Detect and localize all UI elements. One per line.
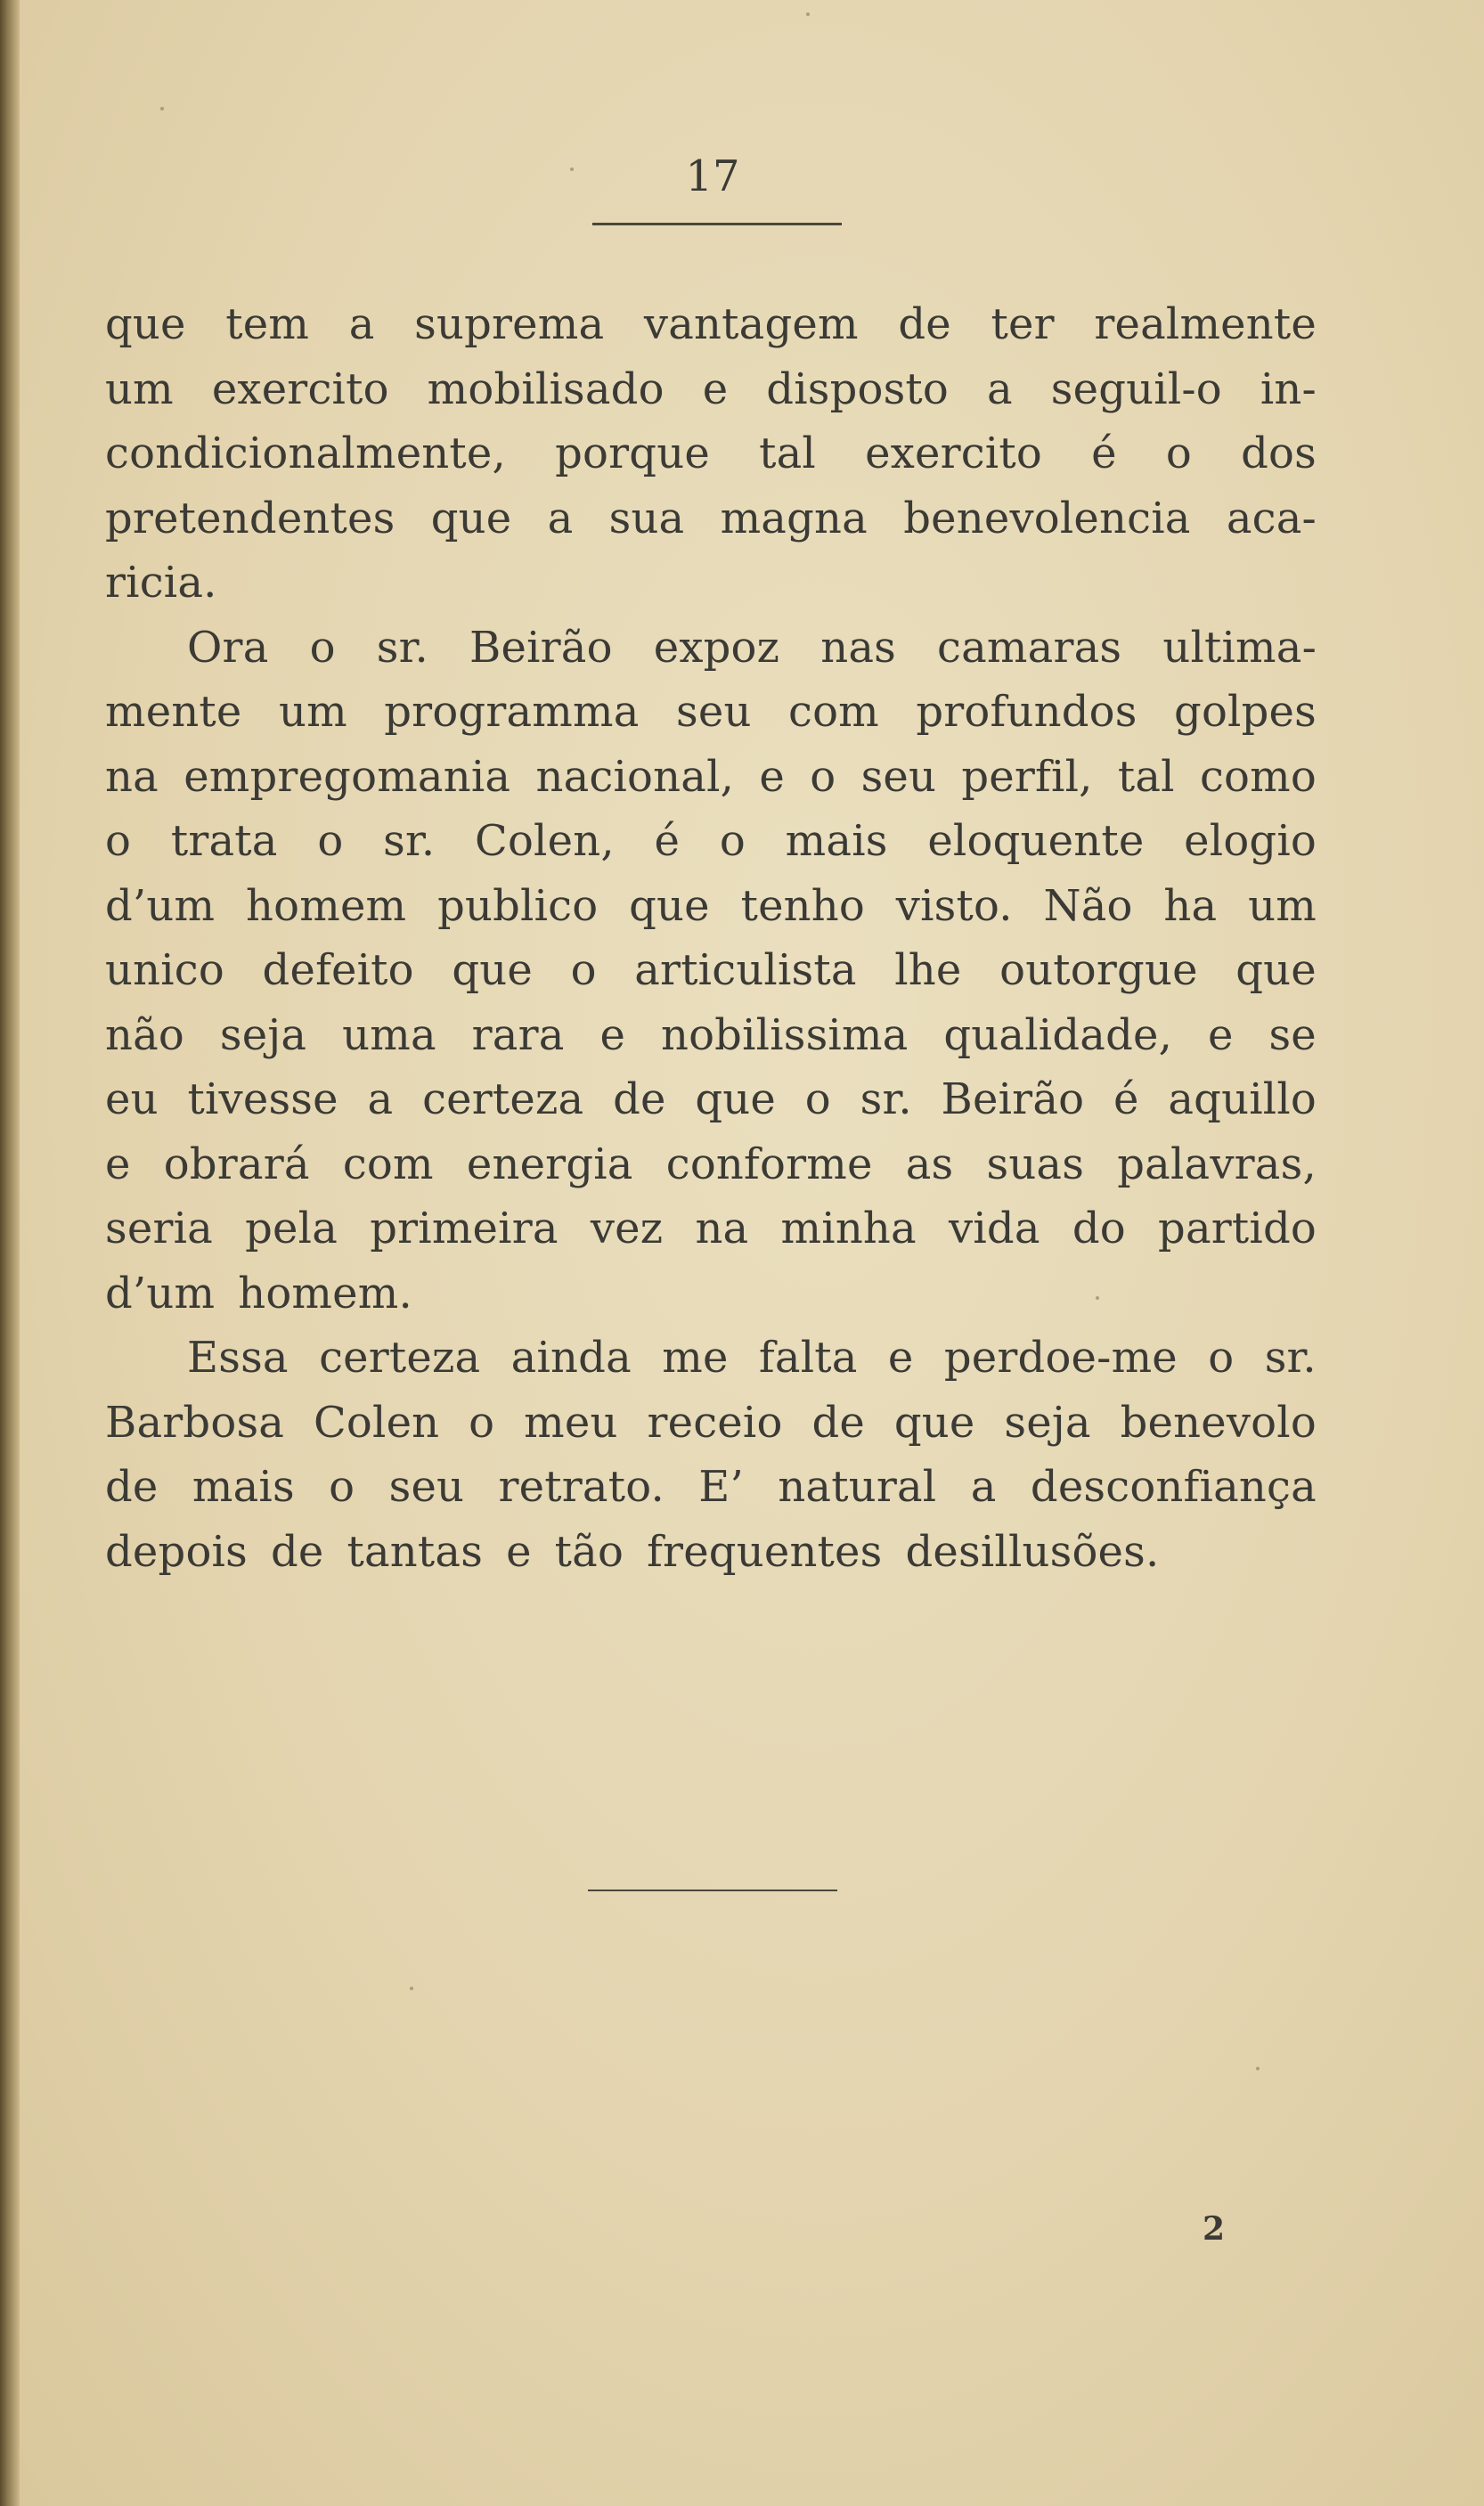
signature-mark: 2 (1203, 2210, 1226, 2248)
text-line: pretendentes que a sua magna benevolencia aca- (105, 493, 1317, 543)
text-line: um exercito mobilisado e disposto a seguil-o in- (105, 363, 1317, 414)
text-line: condicionalmente, porque tal exercito é o dos (105, 429, 1317, 478)
header-rule (592, 223, 842, 225)
text-line: Barbosa Colen o meu receio de que seja benevolo (105, 1397, 1317, 1448)
text-line: depois de tantas e tão frequentes desillusões. (105, 1526, 1160, 1577)
text-line: que tem a suprema vantagem de ter realmente (105, 299, 1317, 349)
text-line: Ora o sr. Beirão expoz nas camaras ultima- (187, 622, 1317, 673)
text-line: de mais o seu retrato. E’ natural a desconfiança (105, 1462, 1317, 1512)
text-line: d’um homem. (105, 1268, 412, 1318)
text-line: Essa certeza ainda me falta e perdoe-me o sr. (187, 1333, 1317, 1383)
text-line: eu tivesse a certeza de que o sr. Beirão é aquillo (105, 1074, 1317, 1124)
paper-speck (1256, 2067, 1260, 2070)
text-line: não seja uma rara e nobilissima qualidade, e se (105, 1009, 1317, 1060)
paper-speck (806, 12, 810, 16)
paper-speck (160, 107, 164, 110)
text-line: mente um programma seu com profundos golpes (105, 687, 1317, 737)
footer-rule (588, 1890, 837, 1891)
text-line: seria pela primeira vez na minha vida do partido (105, 1204, 1317, 1253)
binding-edge (0, 0, 20, 2506)
paper-speck (410, 1987, 413, 1990)
body-text (105, 292, 1317, 1584)
text-line: ricia. (105, 558, 217, 608)
text-line: o trata o sr. Colen, é o mais eloquente elogio (105, 816, 1317, 866)
page-number: 17 (685, 151, 740, 201)
text-line: e obrará com energia conforme as suas palavras, (105, 1139, 1317, 1189)
text-line: unico defeito que o articulista lhe outorgue que (105, 945, 1317, 995)
text-line: na empregomania nacional, e o seu perfil, tal como (105, 751, 1317, 802)
text-line: d’um homem publico que tenho visto. Não ha um (105, 880, 1317, 931)
paper-speck (570, 167, 574, 171)
